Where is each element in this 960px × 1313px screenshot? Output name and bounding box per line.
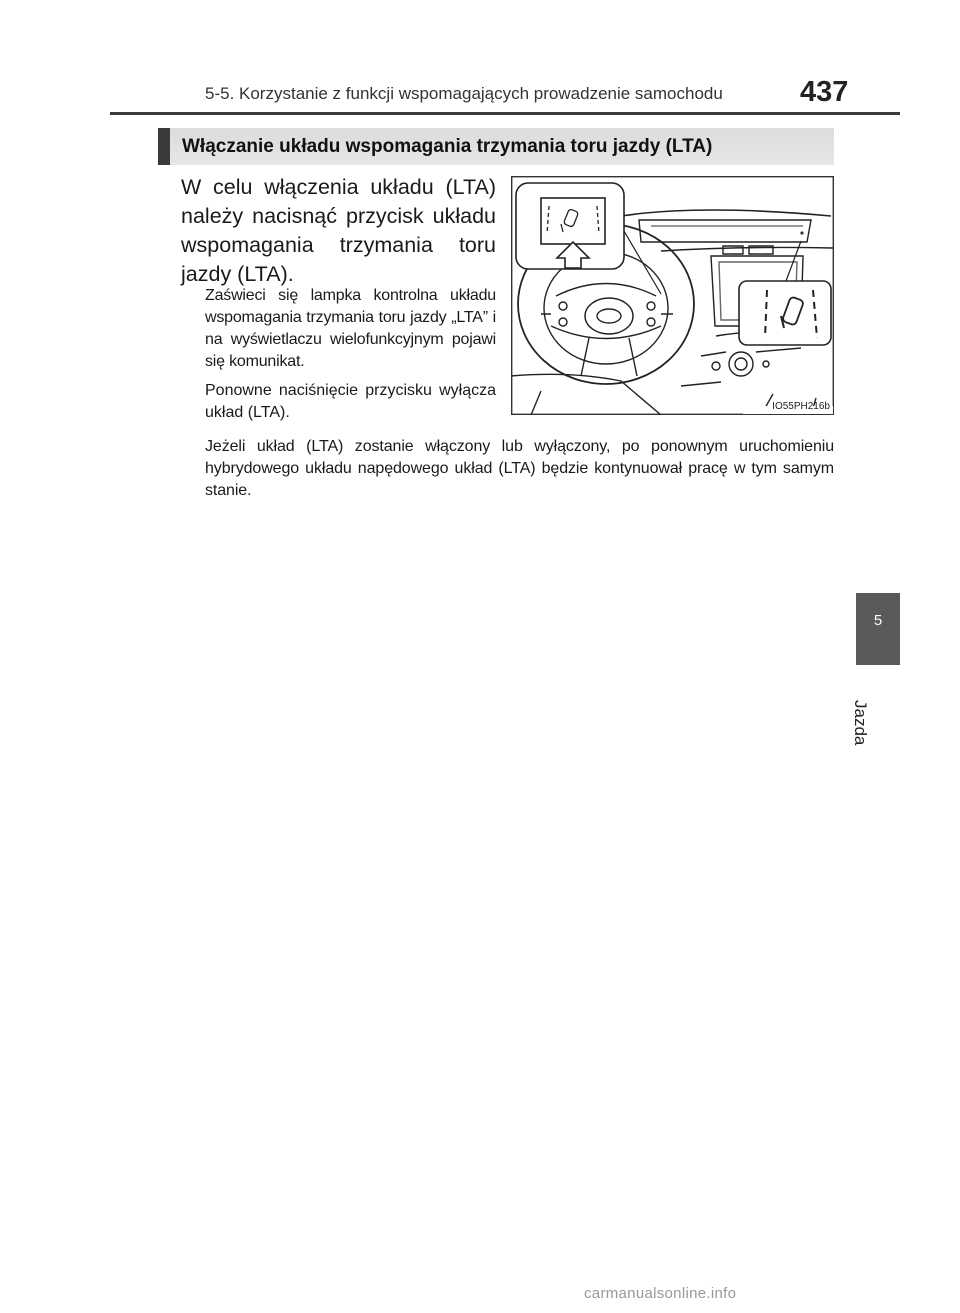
indicator-note: Zaświeci się lampka kontrolna układu wspomagania trzymania toru jazdy „LTA” i na wyświetlaczu wielofunkcyjnym pojawi się komunikat. xyxy=(205,287,496,370)
section-heading-bar xyxy=(158,128,834,165)
chapter-number: 5 xyxy=(873,612,883,629)
toggle-off-note: Ponowne naciśnięcie przycisku wyłącza układ (LTA). xyxy=(205,382,496,421)
figure-code: IO55PH216b xyxy=(772,401,830,412)
page-number: 437 xyxy=(800,76,849,108)
intro-paragraph: W celu włączenia układu (LTA) należy nacisnąć przycisk układu wspomagania trzymania toru jazdy (LTA). xyxy=(181,175,496,286)
restart-state-note: Jeżeli układ (LTA) zostanie włączony lub wyłączony, po ponownym uruchomieniu hybrydowego układu napędowego układ (LTA) będzie kontynuował pracę w tym samym stanie. xyxy=(205,438,834,499)
header-divider xyxy=(110,112,900,115)
running-header: 5-5. Korzystanie z funkcji wspomagających prowadzenie samochodu xyxy=(205,84,723,103)
watermark: carmanualsonline.info xyxy=(584,1285,737,1302)
chapter-label: Jazda xyxy=(851,700,870,746)
section-heading: Włączanie układu wspomagania trzymania toru jazdy (LTA) xyxy=(182,135,713,157)
dashboard-illustration xyxy=(511,176,834,415)
chapter-tab xyxy=(856,593,900,665)
